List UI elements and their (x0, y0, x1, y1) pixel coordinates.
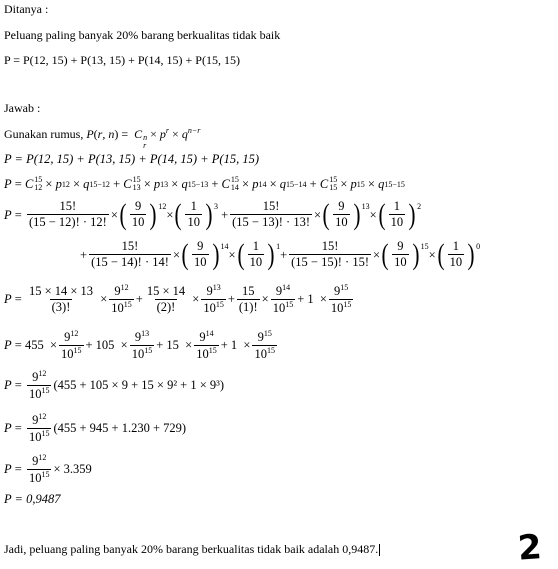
jawab-heading: Jawab : (4, 101, 41, 115)
question-formula: P = P(12, 15) + P(13, 15) + P(14, 15) + P(15, 15) (4, 53, 240, 67)
ditanya-heading: Ditanya : (4, 2, 49, 16)
step-2: P = C 15 12 × p 12 × q 15−12 + C 15 13 × p 13 × q 15−13 + C 15 14 × p 14 × q 15−14 + C 15 15 × p 15 × q 15−15 (4, 175, 405, 192)
step-3b: + $\frac{15!}{(15 - 14)! \cdot 14!}$ × ( $\frac{9}{10}$ ) 14 × ( $\frac{1}{10}$ ) 1 + $\frac{15!}{(15 - 15)! \cdot 15!}$ × ( $\frac{9}{10}$ ) 15 × ( $\frac{1}{10}$ ) 0 (80, 238, 481, 271)
question-text: Peluang paling banyak 20% barang berkualitas tidak baik (4, 28, 281, 42)
conclusion-text: Jadi, peluang paling banyak 20% barang berkualitas tidak baik adalah 0,9487. (4, 542, 379, 556)
step-3a: P = $\frac{15!}{(15 - 12)! \cdot 12!}$ × ( $\frac{9}{10}$ ) 12 × ( $\frac{1}{10}$ ) 3 + $\frac{15!}{(15 - 13)! \cdot 13!}$ × ( $\frac{9}{10}$ ) 13 × ( $\frac{1}{10}$ ) 2 (4, 198, 422, 231)
rumus-line: Gunakan rumus, P(r, n) = C n r × $p^r \times q^{n-r}$ (4, 126, 201, 150)
step-9: P = 0,9487 (4, 492, 61, 506)
handwritten-mark: 2 (516, 527, 544, 569)
step-7-paren: (455 + 945 + 1.230 + 729) (53, 421, 187, 436)
rumus-label: Gunakan rumus, (4, 127, 87, 141)
text-cursor (379, 544, 380, 556)
step-8-rest: × 3.359 (53, 462, 92, 477)
step-1: P = P(12, 15) + P(13, 15) + P(14, 15) + P(15, 15) (4, 152, 259, 166)
step-5: P = 455 × $\frac{9^{12}}{10^{15}}$ + 105 × $\frac{9^{13}}{10^{15}}$ + 15 × $\frac{9^{14}}{10^{15}}$ + 1 × $\frac{9^{15}}{10^{15}}$ (4, 329, 275, 362)
step-6-paren: (455 + 105 × 9 + 15 × 9² + 1 × 9³) (53, 378, 225, 393)
step-7: P = $\frac{9^{12}}{10^{15}}$ (455 + 945 + 1.230 + 729) (4, 412, 187, 445)
rumus-lhs: P (86, 127, 94, 141)
step-4: P = $\frac{15 \times 14 \times 13}{(3)!}$ × $\frac{9^{12}}{10^{15}}$ + $\frac{15 \times 14}{(2)!}$ × $\frac{9^{13}}{10^{15}}$ + $\frac{15}{(1)!}$ × $\frac{9^{14}}{10^{15}}$ + 1 × $\frac{9^{15}}{10^{15}}$ (4, 283, 352, 316)
step-8: P = $\frac{9^{12}}{10^{15}}$ × 3.359 (4, 453, 92, 486)
conclusion (4, 542, 380, 557)
step-6: P = $\frac{9^{12}}{10^{15}}$ (455 + 105 × 9 + 15 × 9² + 1 × 9³) (4, 369, 225, 402)
